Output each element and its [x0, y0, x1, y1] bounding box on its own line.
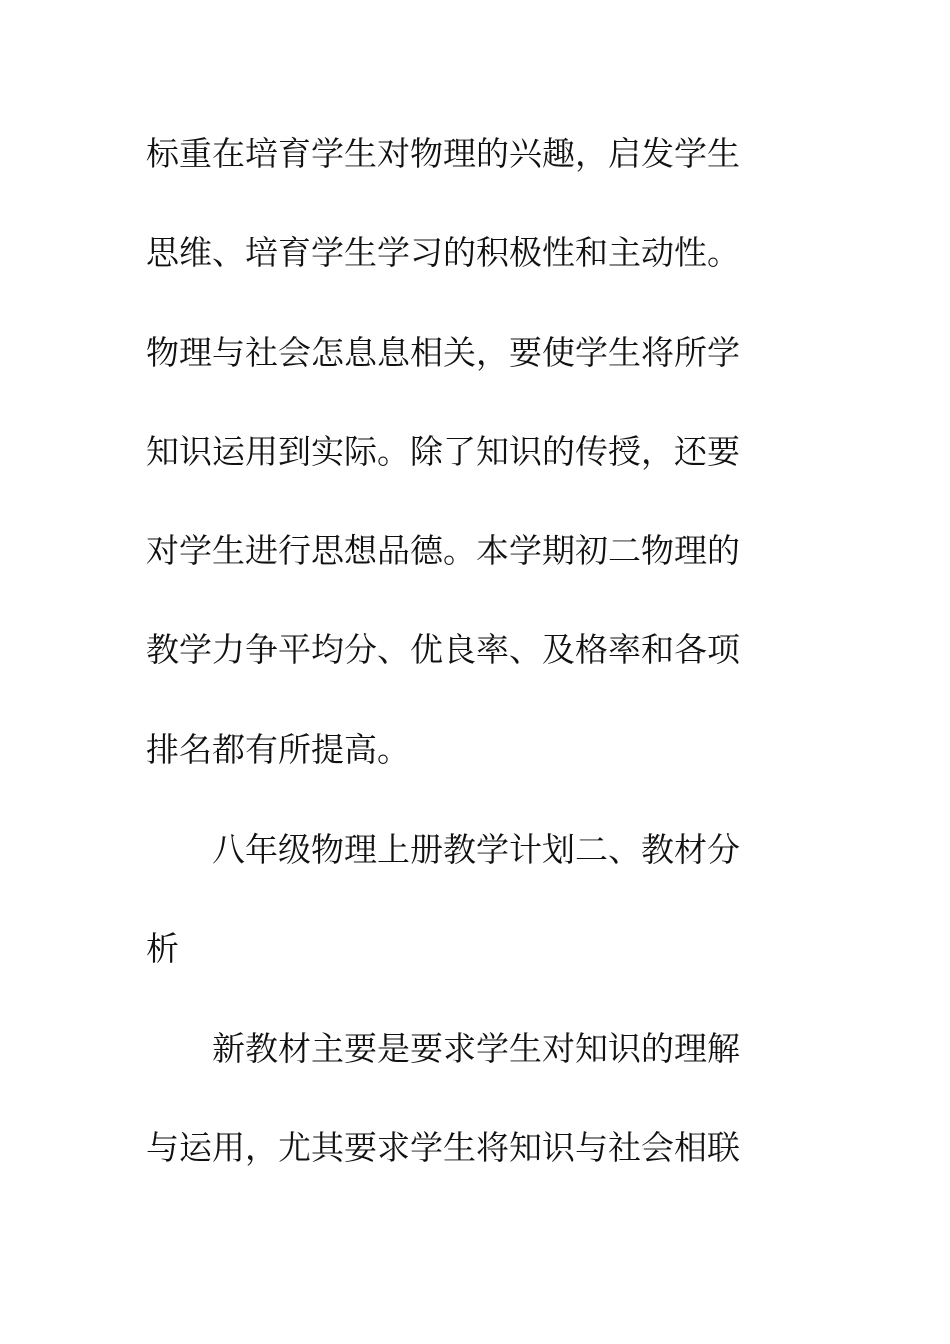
text-line-4: 知识运用到实际。除了知识的传授，还要 — [146, 432, 740, 471]
text-line-6: 教学力争平均分、优良率、及格率和各项 — [146, 630, 740, 669]
text-line-5: 对学生进行思想品德。本学期初二物理的 — [146, 531, 740, 570]
paragraph-start-line: 新教材主要是要求学生对知识的理解 — [212, 1029, 740, 1068]
section-heading-line-1: 八年级物理上册教学计划二、教材分 — [212, 830, 740, 869]
text-line-3: 物理与社会怎息息相关，要使学生将所学 — [146, 333, 740, 372]
section-heading-line-2: 析 — [146, 929, 179, 968]
text-line-7: 排名都有所提高。 — [146, 730, 410, 769]
text-line-1: 标重在培育学生对物理的兴趣，启发学生 — [146, 134, 740, 173]
text-line-2: 思维、培育学生学习的积极性和主动性。 — [146, 233, 740, 272]
paragraph-continuation-line: 与运用，尤其要求学生将知识与社会相联 — [146, 1128, 740, 1167]
